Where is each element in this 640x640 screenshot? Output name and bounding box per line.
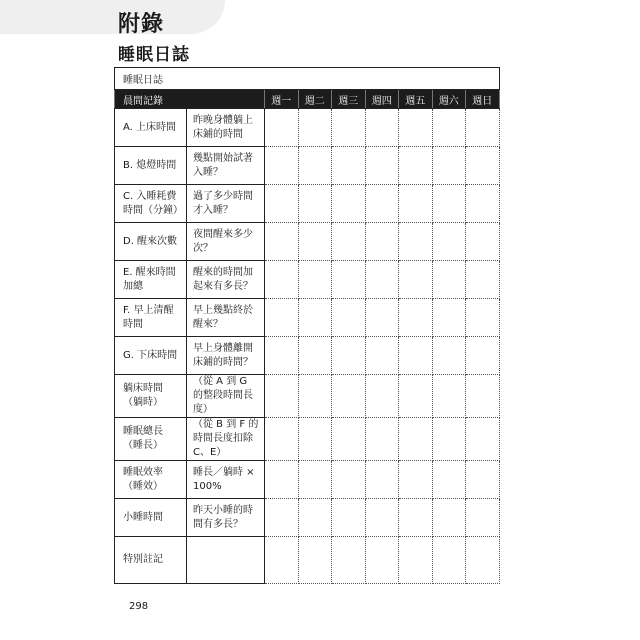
- entry-cell[interactable]: [432, 223, 466, 261]
- appendix-tab-background: [0, 0, 225, 34]
- table-caption: 睡眠日誌: [115, 68, 500, 90]
- entry-cell[interactable]: [298, 147, 332, 185]
- entry-cell[interactable]: [332, 461, 366, 499]
- entry-cell[interactable]: [432, 299, 466, 337]
- entry-cell[interactable]: [332, 147, 366, 185]
- entry-cell[interactable]: [332, 185, 366, 223]
- entry-cell[interactable]: [466, 375, 500, 418]
- row-item-description: 夜間醒來多少次？: [187, 223, 265, 261]
- entry-cell[interactable]: [399, 299, 433, 337]
- entry-cell[interactable]: [399, 109, 433, 147]
- entry-cell[interactable]: [432, 537, 466, 584]
- entry-cell[interactable]: [265, 461, 299, 499]
- row-item-label: D. 醒來次數: [115, 223, 187, 261]
- entry-cell[interactable]: [332, 375, 366, 418]
- entry-cell[interactable]: [365, 337, 399, 375]
- entry-cell[interactable]: [265, 223, 299, 261]
- entry-cell[interactable]: [432, 147, 466, 185]
- entry-cell[interactable]: [332, 299, 366, 337]
- table-row: [115, 461, 500, 499]
- entry-cell[interactable]: [399, 499, 433, 537]
- header-day: 週四: [365, 90, 399, 109]
- table-row: [115, 499, 500, 537]
- row-item-label: 特別註記: [115, 537, 187, 584]
- entry-cell[interactable]: [432, 261, 466, 299]
- entry-cell[interactable]: [432, 109, 466, 147]
- entry-cell[interactable]: [365, 223, 399, 261]
- entry-cell[interactable]: [432, 185, 466, 223]
- page-number: 298: [129, 601, 149, 612]
- row-item-description: 睡長／躺時 × 100%: [187, 461, 265, 499]
- entry-cell[interactable]: [365, 109, 399, 147]
- entry-cell[interactable]: [332, 537, 366, 584]
- entry-cell[interactable]: [265, 299, 299, 337]
- entry-cell[interactable]: [365, 261, 399, 299]
- entry-cell[interactable]: [466, 461, 500, 499]
- entry-cell[interactable]: [365, 461, 399, 499]
- entry-cell[interactable]: [399, 261, 433, 299]
- entry-cell[interactable]: [399, 147, 433, 185]
- table-row: [115, 147, 500, 185]
- entry-cell[interactable]: [265, 418, 299, 461]
- sleep-log-table: [114, 67, 500, 584]
- row-item-description: 過了多少時間才入睡？: [187, 185, 265, 223]
- table-row: [115, 109, 500, 147]
- row-item-label: G. 下床時間: [115, 337, 187, 375]
- entry-cell[interactable]: [298, 418, 332, 461]
- table-row: [115, 418, 500, 461]
- row-item-description: （從 B 到 F 的時間長度扣除 C、E）: [187, 418, 265, 461]
- entry-cell[interactable]: [365, 418, 399, 461]
- entry-cell[interactable]: [432, 499, 466, 537]
- row-item-label: E. 醒來時間加總: [115, 261, 187, 299]
- row-item-description: 昨天小睡的時間有多長？: [187, 499, 265, 537]
- row-item-label: B. 熄燈時間: [115, 147, 187, 185]
- entry-cell[interactable]: [332, 109, 366, 147]
- row-item-label: 睡眠總長（睡長）: [115, 418, 187, 461]
- row-item-description: [187, 537, 265, 584]
- header-morning-record: 晨間記錄: [115, 90, 265, 109]
- row-item-description: 醒來的時間加起來有多長？: [187, 261, 265, 299]
- entry-cell[interactable]: [298, 337, 332, 375]
- entry-cell[interactable]: [466, 223, 500, 261]
- entry-cell[interactable]: [365, 499, 399, 537]
- entry-cell[interactable]: [265, 185, 299, 223]
- entry-cell[interactable]: [265, 537, 299, 584]
- row-item-description: 早上身體離開床鋪的時間？: [187, 337, 265, 375]
- entry-cell[interactable]: [332, 223, 366, 261]
- entry-cell[interactable]: [332, 499, 366, 537]
- entry-cell[interactable]: [466, 261, 500, 299]
- entry-cell[interactable]: [265, 499, 299, 537]
- entry-cell[interactable]: [399, 537, 433, 584]
- entry-cell[interactable]: [265, 375, 299, 418]
- entry-cell[interactable]: [298, 223, 332, 261]
- entry-cell[interactable]: [399, 223, 433, 261]
- entry-cell[interactable]: [265, 147, 299, 185]
- entry-cell[interactable]: [298, 537, 332, 584]
- section-title: 睡眠日誌: [118, 45, 190, 65]
- table-row: [115, 261, 500, 299]
- header-day: 週日: [466, 90, 500, 109]
- entry-cell[interactable]: [466, 299, 500, 337]
- header-day: 週五: [399, 90, 433, 109]
- entry-cell[interactable]: [399, 185, 433, 223]
- header-day: 週六: [432, 90, 466, 109]
- entry-cell[interactable]: [466, 418, 500, 461]
- row-item-description: 早上幾點終於醒來？: [187, 299, 265, 337]
- table-row: [115, 185, 500, 223]
- entry-cell[interactable]: [298, 109, 332, 147]
- entry-cell[interactable]: [265, 261, 299, 299]
- row-item-label: C. 入睡耗費時間（分鐘）: [115, 185, 187, 223]
- row-item-description: 昨晚身體躺上床鋪的時間: [187, 109, 265, 147]
- appendix-title: 附錄: [118, 12, 165, 37]
- row-item-label: F. 早上清醒時間: [115, 299, 187, 337]
- table-row: [115, 537, 500, 584]
- entry-cell[interactable]: [466, 147, 500, 185]
- entry-cell[interactable]: [298, 299, 332, 337]
- entry-cell[interactable]: [365, 185, 399, 223]
- entry-cell[interactable]: [265, 337, 299, 375]
- entry-cell[interactable]: [399, 375, 433, 418]
- entry-cell[interactable]: [432, 418, 466, 461]
- entry-cell[interactable]: [332, 261, 366, 299]
- entry-cell[interactable]: [466, 337, 500, 375]
- row-item-description: （從 A 到 G 的整段時間長度）: [187, 375, 265, 418]
- row-item-label: A. 上床時間: [115, 109, 187, 147]
- entry-cell[interactable]: [332, 418, 366, 461]
- entry-cell[interactable]: [298, 185, 332, 223]
- table-row: [115, 337, 500, 375]
- entry-cell[interactable]: [399, 337, 433, 375]
- table-row: [115, 299, 500, 337]
- entry-cell[interactable]: [365, 537, 399, 584]
- entry-cell[interactable]: [466, 499, 500, 537]
- table-header-row: [115, 90, 500, 109]
- entry-cell[interactable]: [332, 337, 366, 375]
- entry-cell[interactable]: [298, 261, 332, 299]
- table-row: [115, 223, 500, 261]
- entry-cell[interactable]: [265, 109, 299, 147]
- entry-cell[interactable]: [365, 147, 399, 185]
- entry-cell[interactable]: [399, 461, 433, 499]
- entry-cell[interactable]: [432, 461, 466, 499]
- row-item-label: 小睡時間: [115, 499, 187, 537]
- header-day: 週一: [265, 90, 299, 109]
- entry-cell[interactable]: [432, 337, 466, 375]
- header-day: 週二: [298, 90, 332, 109]
- header-day: 週三: [332, 90, 366, 109]
- entry-cell[interactable]: [298, 499, 332, 537]
- row-item-label: 躺床時間（躺時）: [115, 375, 187, 418]
- entry-cell[interactable]: [466, 185, 500, 223]
- entry-cell[interactable]: [432, 375, 466, 418]
- table-row: [115, 375, 500, 418]
- row-item-description: 幾點開始試著入睡？: [187, 147, 265, 185]
- entry-cell[interactable]: [365, 375, 399, 418]
- entry-cell[interactable]: [399, 418, 433, 461]
- entry-cell[interactable]: [466, 537, 500, 584]
- entry-cell[interactable]: [466, 109, 500, 147]
- entry-cell[interactable]: [298, 461, 332, 499]
- entry-cell[interactable]: [298, 375, 332, 418]
- row-item-label: 睡眠效率（睡效）: [115, 461, 187, 499]
- entry-cell[interactable]: [365, 299, 399, 337]
